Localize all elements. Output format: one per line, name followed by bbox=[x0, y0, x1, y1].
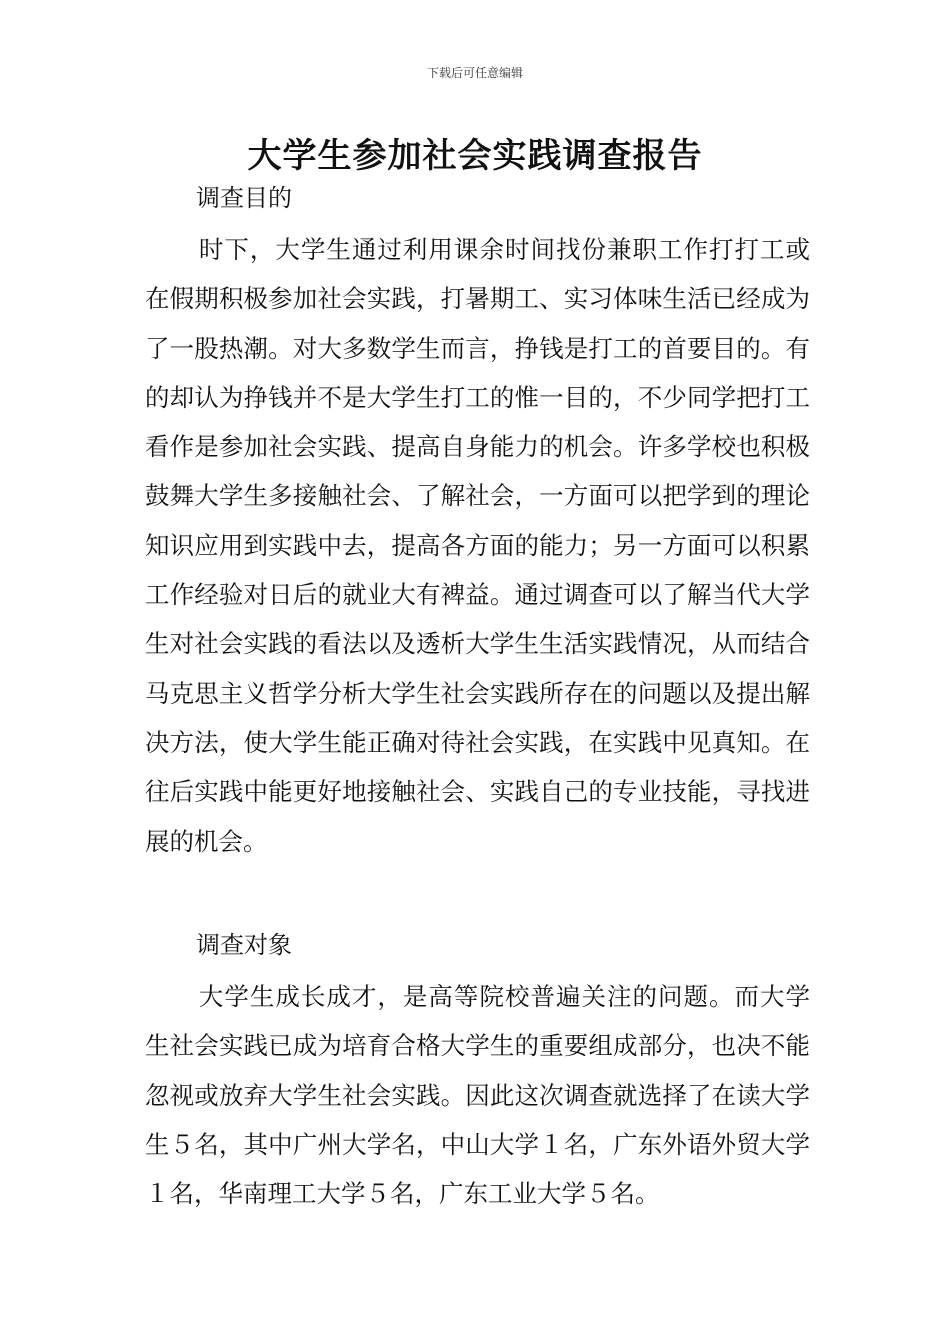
section-heading-subjects: 调查对象 bbox=[196, 931, 292, 959]
document-title: 大学生参加社会实践调查报告 bbox=[247, 136, 703, 176]
section-heading-purpose: 调查目的 bbox=[196, 184, 292, 212]
section-paragraph-purpose: 时下，大学生通过利用课余时间找份兼职工作打打工或在假期积极参加社会实践，打暑期工、实习体味生活已经成为了一股热潮。对大多数学生而言，挣钱是打工的首要目的。有的却认为挣钱并不是大学生打工的惟一目的，不少同学把打工看作是参加社会实践、提高自身能力的机会。许多学校也积极鼓舞大学生多接触社会、了解社会，一方面可以把学到的理论知识应用到实践中去，提高各方面的能力；另一方面可以积累工作经验对日后的就业大有裨益。通过调查可以了解当代大学生对社会实践的看法以及透析大学生生活实践情况，从而结合马克思主义哲学分析大学生社会实践所存在的问题以及提出解决方法，使大学生能正确对待社会实践，在实践中见真知。在往后实践中能更好地接触社会、实践自己的专业技能，寻找进展的机会。 bbox=[145, 235, 810, 856]
section-paragraph-subjects: 大学生成长成才，是高等院校普遍关注的问题。而大学生社会实践已成为培育合格大学生的重要组成部分，也决不能忽视或放弃大学生社会实践。因此这次调查就选择了在读大学生５名，其中广州大学名，中山大学１名，广东外语外贸大学１名，华南理工大学５名，广东工业大学５名。 bbox=[145, 982, 810, 1209]
header-note: 下载后可任意编辑 bbox=[426, 66, 523, 80]
